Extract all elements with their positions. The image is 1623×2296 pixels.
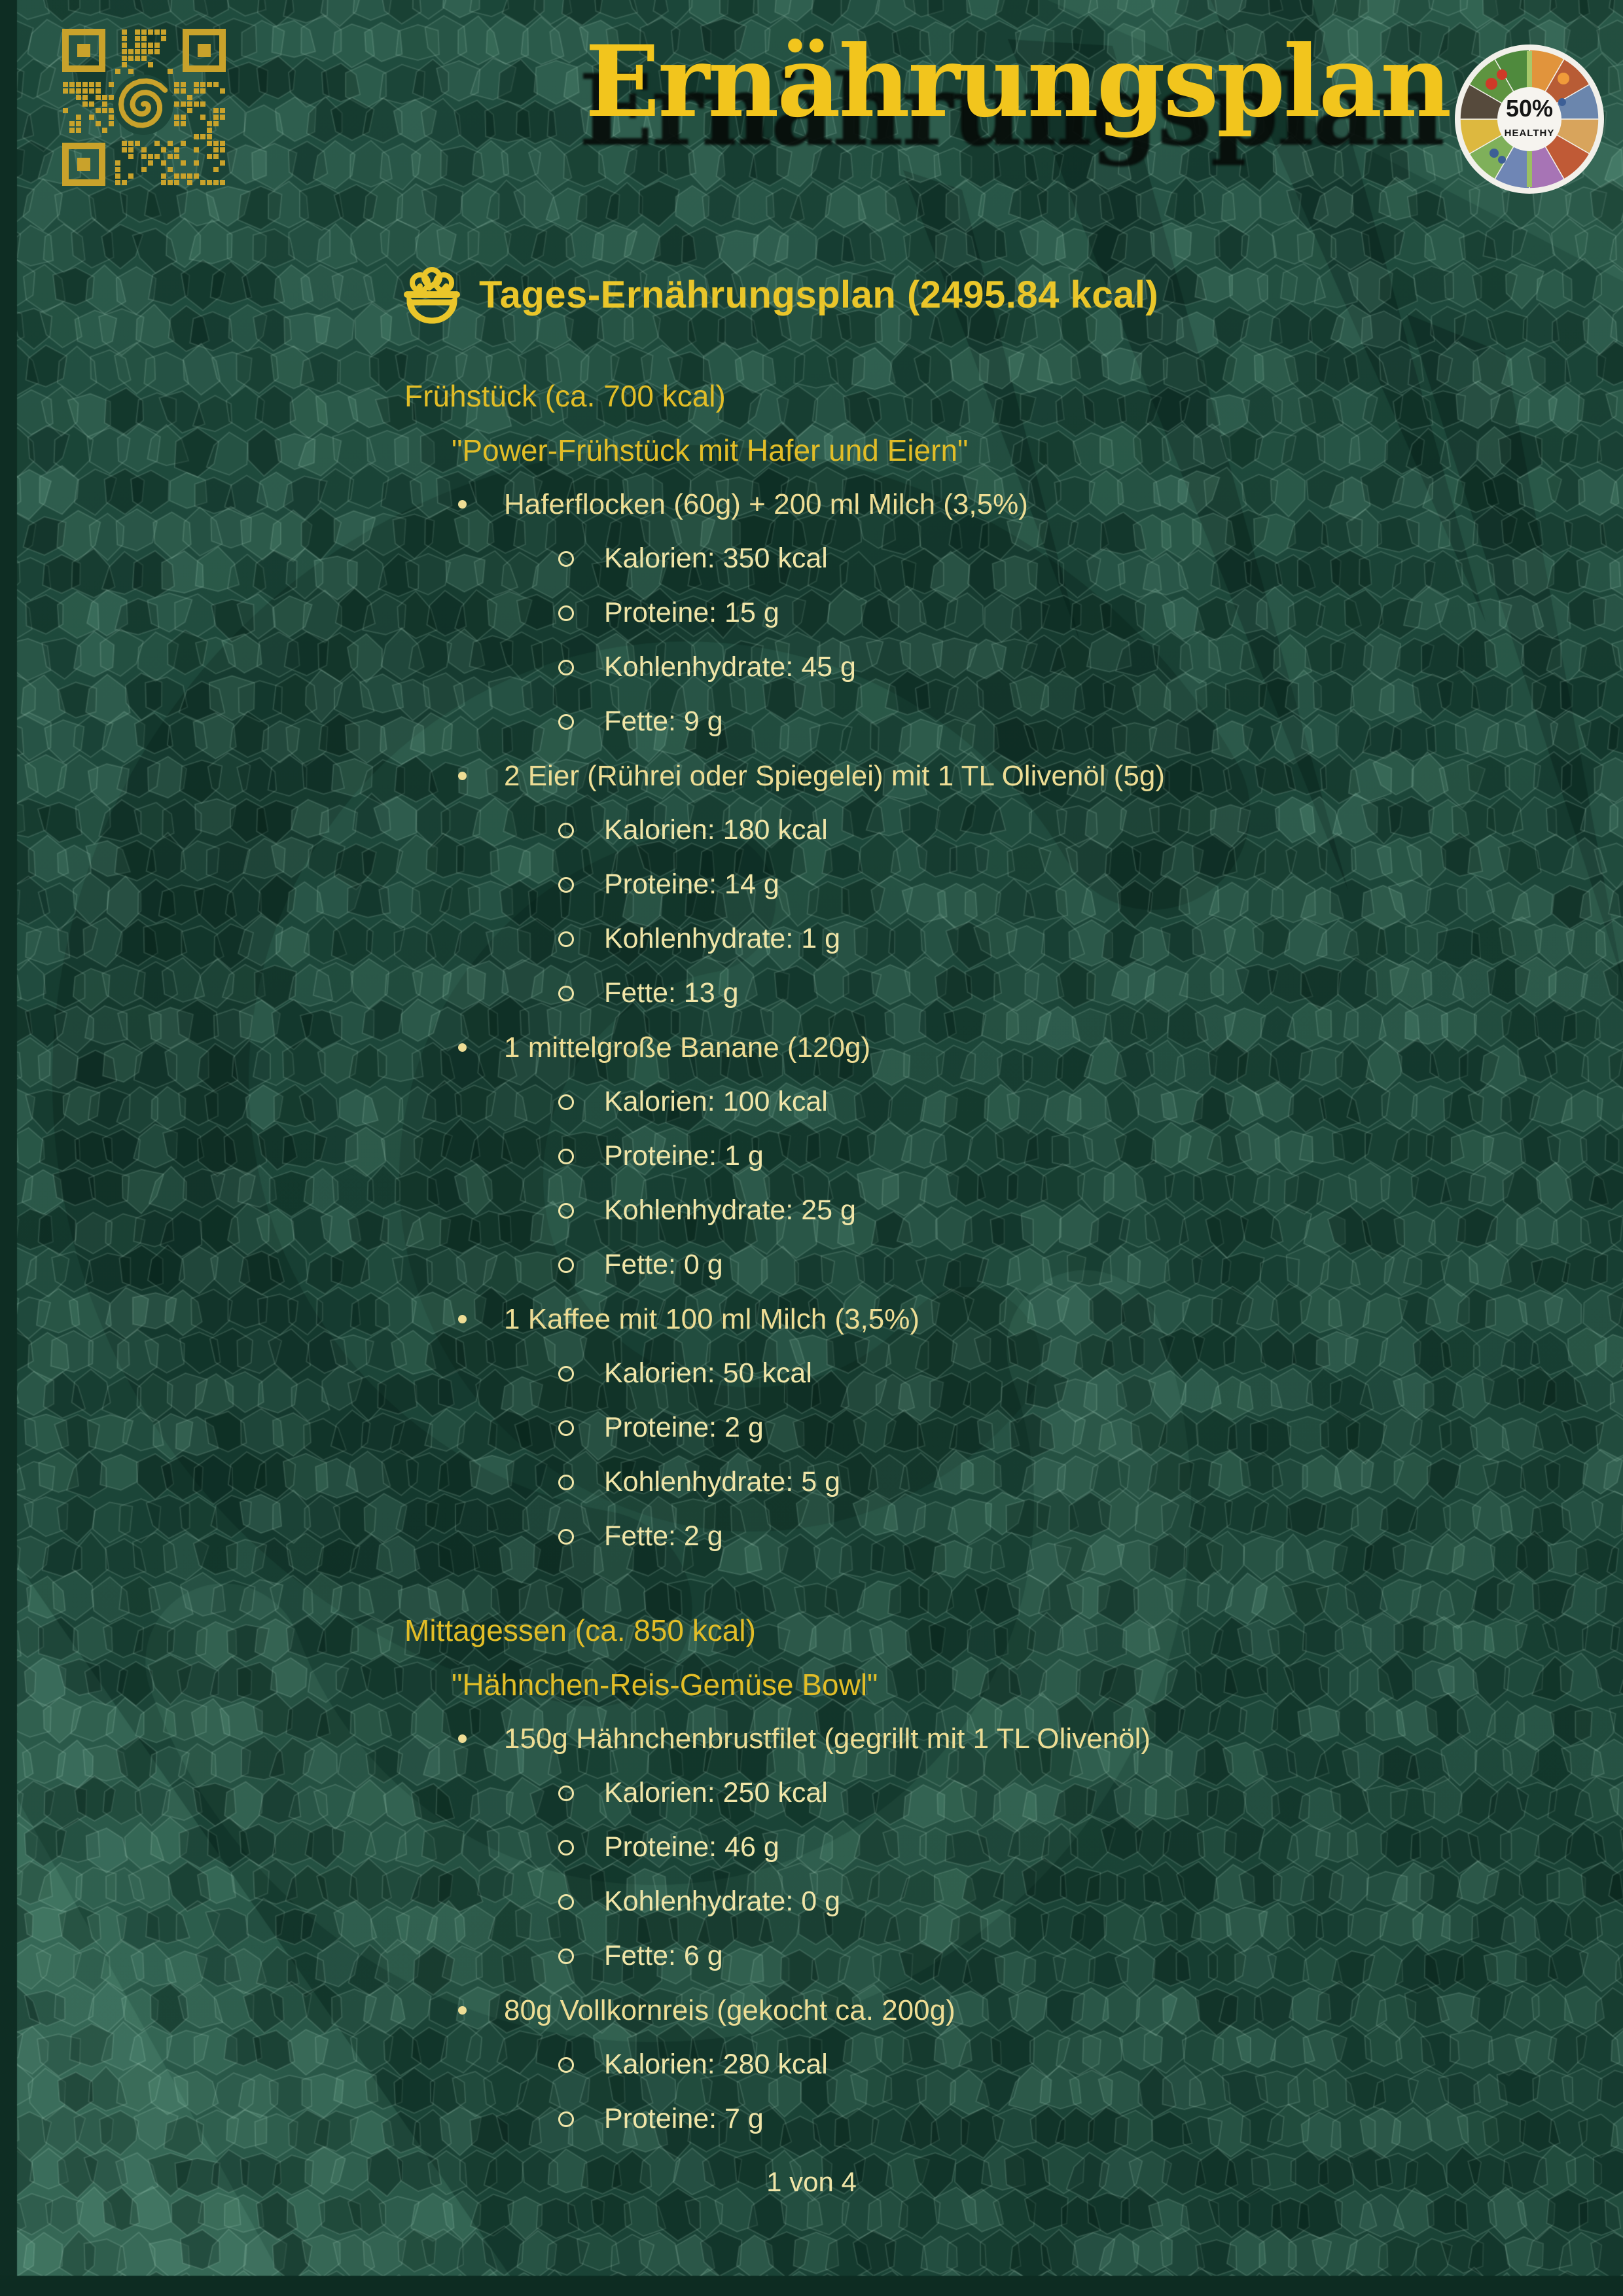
bullet-circle-icon (558, 2057, 574, 2073)
page-number (0, 2155, 1623, 2209)
qr-code-icon (62, 29, 226, 186)
nutrition-detail (0, 912, 1623, 966)
nutrition-detail-label: Kalorien: 100 kcal (604, 1086, 828, 1117)
nutrition-detail (0, 1129, 1623, 1183)
bullet-dot-icon (458, 1043, 467, 1052)
meal-name-label: "Power-Frühstück mit Hafer und Eiern" (452, 433, 969, 467)
nutrition-detail (0, 1509, 1623, 1564)
meal-name-label: "Hähnchen-Reis-Gemüse Bowl" (452, 1667, 878, 1702)
food-item-label: 2 Eier (Rührei oder Spiegelei) mit 1 TL Olivenöl (5g) (504, 759, 1166, 792)
bullet-circle-icon (558, 551, 574, 567)
food-item-label: 150g Hähnchenbrustfilet (gegrillt mit 1 TL Olivenöl) (504, 1722, 1151, 1755)
food-item-label: 1 Kaffee mit 100 ml Milch (3,5%) (504, 1302, 919, 1335)
qr-code (62, 29, 226, 186)
meal-name (0, 423, 1623, 477)
page-title: Ernährungsplan (585, 24, 1450, 139)
food-item (0, 1712, 1623, 1766)
nutrition-detail (0, 2092, 1623, 2146)
nutrition-detail (0, 803, 1623, 857)
bullet-circle-icon (558, 986, 574, 1001)
food-item-label: 1 mittelgroße Banane (120g) (504, 1031, 871, 1064)
nutrition-detail-label: Kohlenhydrate: 45 g (604, 651, 856, 683)
nutrition-detail-label: Kalorien: 280 kcal (604, 2049, 828, 2080)
food-item (0, 1020, 1623, 1075)
plan-heading: Tages-Ernährungsplan (2495.84 kcal) (479, 273, 1159, 316)
bullet-circle-icon (558, 1948, 574, 1964)
bullet-circle-icon (558, 1840, 574, 1856)
nutrition-detail-label: Fette: 13 g (604, 977, 739, 1009)
nutrition-detail-label: Proteine: 7 g (604, 2103, 764, 2134)
nutrition-detail (0, 857, 1623, 912)
meal-name (0, 1657, 1623, 1712)
nutrition-detail (0, 1820, 1623, 1874)
bullet-circle-icon (558, 2111, 574, 2127)
nutrition-detail-label: Kalorien: 50 kcal (604, 1357, 812, 1389)
food-item (0, 1983, 1623, 2037)
nutrition-detail-label: Kohlenhydrate: 5 g (604, 1466, 840, 1498)
nutrition-detail (0, 1238, 1623, 1292)
bullet-circle-icon (558, 1366, 574, 1382)
nutrition-detail-label: Fette: 6 g (604, 1940, 723, 1971)
nutrition-detail-label: Kalorien: 180 kcal (604, 814, 828, 846)
nutrition-detail-label: Proteine: 1 g (604, 1140, 764, 1172)
food-item (0, 1292, 1623, 1346)
nutrition-detail-label: Fette: 2 g (604, 1520, 723, 1552)
nutrition-detail-label: Proteine: 46 g (604, 1831, 779, 1863)
section-title-label: Frühstück (ca. 700 kcal) (404, 378, 726, 413)
bullet-circle-icon (558, 1257, 574, 1273)
bullet-circle-icon (558, 1475, 574, 1490)
healthy-plate-icon (1454, 43, 1605, 195)
healthy-plate-badge (1454, 43, 1605, 195)
bullet-circle-icon (558, 931, 574, 947)
section-title-label: Mittagessen (ca. 850 kcal) (404, 1613, 756, 1647)
bullet-dot-icon (458, 500, 467, 509)
food-item-label: 80g Vollkornreis (gekocht ca. 200g) (504, 1994, 955, 2026)
food-item-label: Haferflocken (60g) + 200 ml Milch (3,5%) (504, 488, 1028, 520)
nutrition-detail-label: Fette: 9 g (604, 706, 723, 737)
bullet-circle-icon (558, 1529, 574, 1545)
badge-healthy-label: HEALTHY (1504, 128, 1555, 139)
nutrition-detail (0, 1346, 1623, 1401)
nutrition-detail (0, 1929, 1623, 1983)
bullet-circle-icon (558, 1203, 574, 1219)
bullet-circle-icon (558, 823, 574, 838)
bullet-dot-icon (458, 2006, 467, 2015)
nutrition-detail-label: Proteine: 14 g (604, 869, 779, 900)
bullet-circle-icon (558, 1149, 574, 1164)
nutrition-detail (0, 694, 1623, 749)
nutrition-detail-label: Kalorien: 350 kcal (604, 543, 828, 574)
nutrition-detail-label: Kohlenhydrate: 25 g (604, 1194, 856, 1226)
nutrition-detail-label: Fette: 0 g (604, 1249, 723, 1280)
nutrition-detail (0, 531, 1623, 586)
bullet-circle-icon (558, 1894, 574, 1910)
nutrition-detail (0, 640, 1623, 694)
nutrition-detail-label: Kohlenhydrate: 0 g (604, 1886, 840, 1917)
badge-percent-label: 50% (1505, 95, 1554, 122)
food-item (0, 477, 1623, 531)
nutrition-detail-label: Kalorien: 250 kcal (604, 1777, 828, 1808)
nutrition-detail (0, 1183, 1623, 1238)
nutrition-detail (0, 2037, 1623, 2092)
basket-icon (401, 264, 463, 325)
nutrition-detail (0, 586, 1623, 640)
nutrition-detail-label: Proteine: 15 g (604, 597, 779, 628)
nutrition-detail (0, 966, 1623, 1020)
bullet-circle-icon (558, 605, 574, 621)
bullet-circle-icon (558, 1785, 574, 1801)
nutrition-detail-label: Proteine: 2 g (604, 1412, 764, 1443)
bullet-dot-icon (458, 772, 467, 780)
bullet-circle-icon (558, 877, 574, 893)
nutrition-detail (0, 1075, 1623, 1129)
nutrition-detail (0, 1401, 1623, 1455)
food-item (0, 749, 1623, 803)
section-title (0, 368, 1623, 423)
bullet-dot-icon (458, 1315, 467, 1323)
nutrition-detail-label: Kohlenhydrate: 1 g (604, 923, 840, 954)
bullet-dot-icon (458, 1734, 467, 1743)
nutrition-detail (0, 1766, 1623, 1820)
nutrition-detail (0, 1874, 1623, 1929)
nutrition-detail (0, 1455, 1623, 1509)
page-number-label: 1 von 4 (766, 2166, 857, 2197)
bullet-circle-icon (558, 1094, 574, 1110)
section-title (0, 1603, 1623, 1657)
bullet-circle-icon (558, 1420, 574, 1436)
bullet-circle-icon (558, 714, 574, 730)
bullet-circle-icon (558, 660, 574, 675)
plan-rows (0, 368, 1623, 2209)
